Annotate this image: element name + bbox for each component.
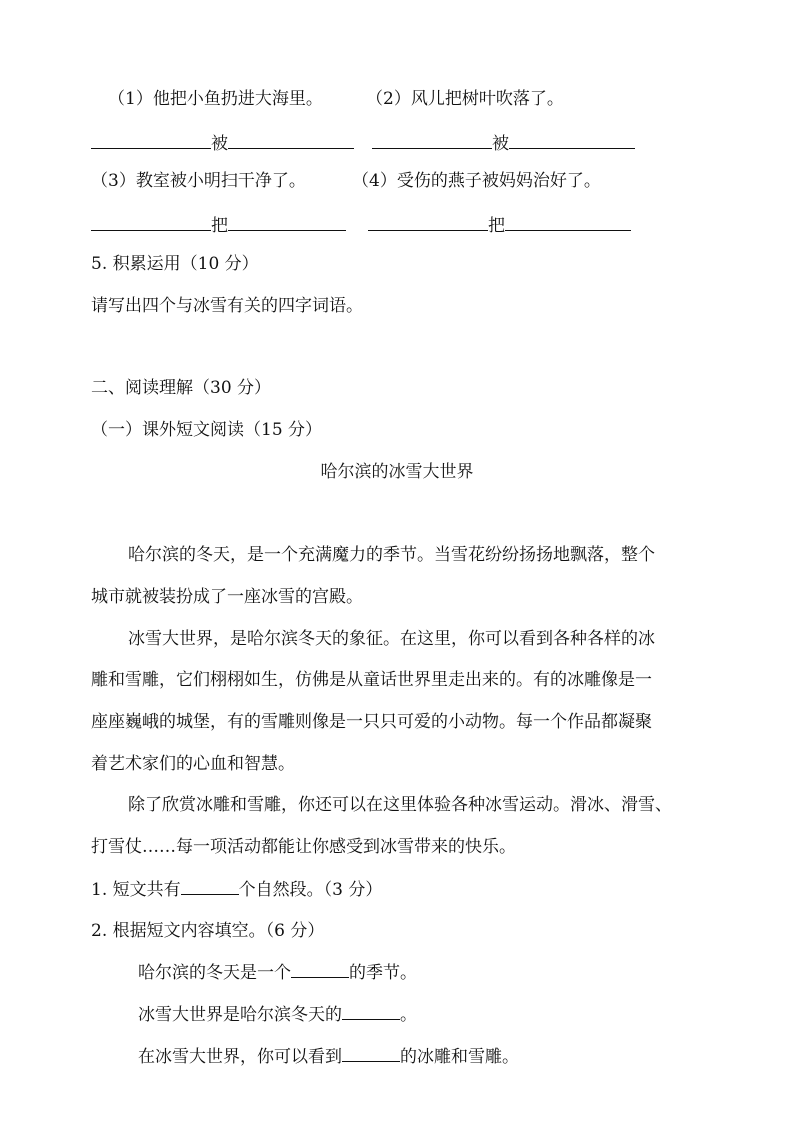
question-text: 。 [400,1005,417,1025]
question-text: 哈尔滨的冬天是一个 [138,963,291,983]
answer-blank[interactable] [505,210,631,231]
exercise-item-3: （3）教室被小明扫干净了。 [91,171,306,191]
connector-word: 被 [492,134,509,154]
answer-blank[interactable] [91,210,211,231]
paragraph-line: 城市就被装扮成了一座冰雪的宫殿。 [91,587,363,607]
fill-line-3 [138,1043,519,1069]
question-text: 冰雪大世界是哈尔滨冬天的 [138,1005,342,1025]
section-heading: 二、阅读理解（30 分） [91,378,272,398]
question-text: 在冰雪大世界，你可以看到 [138,1047,342,1067]
answer-blank[interactable] [509,128,635,149]
paragraph-line: 除了欣赏冰雕和雪雕，你还可以在这里体验各种冰雪运动。滑冰、滑雪、 [128,795,672,815]
question-2-heading: 2. 根据短文内容填空。（6 分） [91,921,325,941]
answer-blank[interactable] [91,128,211,149]
paragraph-line: 打雪仗……每一项活动都能让你感受到冰雪带来的快乐。 [91,837,516,857]
exercise-5-prompt: 请写出四个与冰雪有关的四字词语。 [91,296,363,316]
answer-blank[interactable] [342,1043,400,1062]
question-text: 的季节。 [349,963,417,983]
paragraph-line: 哈尔滨的冬天，是一个充满魔力的季节。当雪花纷纷扬扬地飘落，整个 [128,545,655,565]
exercise-item-2: （2）风儿把树叶吹落了。 [366,89,564,109]
fill-line-2 [138,1001,417,1027]
answer-row-1 [91,128,354,154]
answer-blank[interactable] [368,210,488,231]
connector-word: 把 [488,216,505,236]
paragraph-line: 冰雪大世界，是哈尔滨冬天的象征。在这里，你可以看到各种各样的冰 [128,629,655,649]
paragraph-line: 座座巍峨的城堡，有的雪雕则像是一只只可爱的小动物。每一个作品都凝聚 [91,712,652,732]
paragraph-line: 雕和雪雕，它们栩栩如生，仿佛是从童话世界里走出来的。有的冰雕像是一 [91,670,652,690]
question-1 [91,876,382,902]
exercise-5-heading: 5. 积累运用（10 分） [91,254,259,274]
answer-row-2 [372,128,635,154]
question-text: 的冰雕和雪雕。 [400,1047,519,1067]
question-text: 1. 短文共有 [91,880,181,900]
exercise-item-4: （4）受伤的燕子被妈妈治好了。 [352,171,601,191]
answer-row-3 [91,210,346,236]
answer-row-4 [368,210,631,236]
answer-blank[interactable] [228,128,354,149]
fill-line-1 [138,959,417,985]
answer-blank[interactable] [291,959,349,978]
article-title: 哈尔滨的冰雪大世界 [320,462,474,482]
answer-blank[interactable] [372,128,492,149]
answer-blank[interactable] [228,210,346,231]
sub-section-heading: （一）课外短文阅读（15 分） [91,420,323,440]
answer-blank[interactable] [181,876,239,895]
question-text: 个自然段。（3 分） [238,880,383,900]
connector-word: 被 [211,134,228,154]
connector-word: 把 [211,216,228,236]
answer-blank[interactable] [342,1001,400,1020]
exercise-item-1: （1）他把小鱼扔进大海里。 [108,89,323,109]
paragraph-line: 着艺术家们的心血和智慧。 [91,754,295,774]
